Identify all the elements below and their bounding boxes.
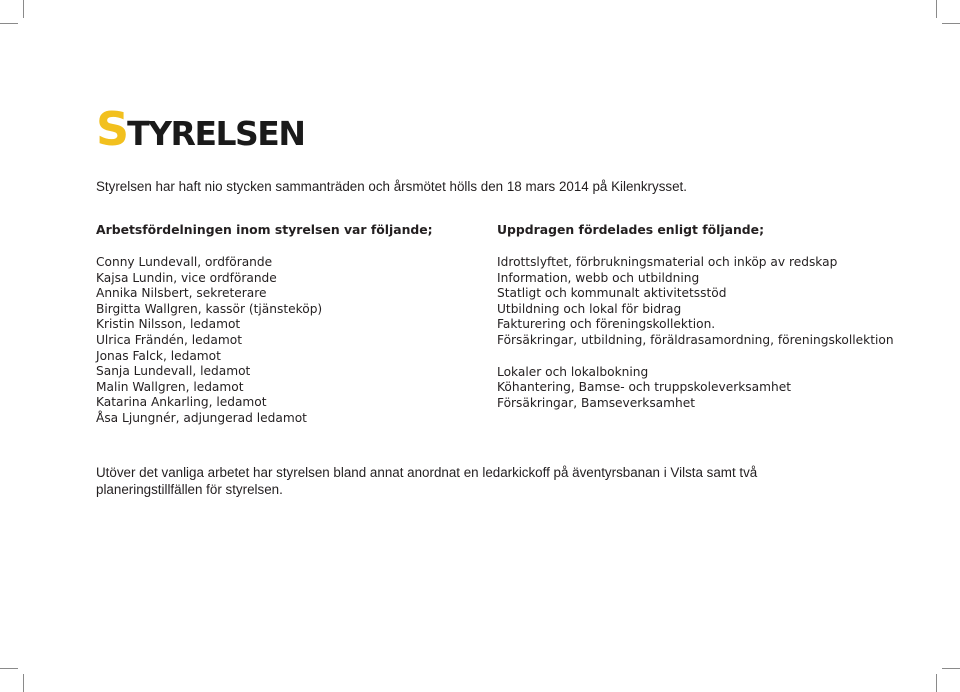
- title-initial: S: [96, 102, 128, 156]
- list-item: Birgitta Wallgren, kassör (tjänsteköp): [96, 301, 323, 316]
- list-item: Katarina Ankarling, ledamot: [96, 395, 267, 410]
- title-rest: TYRELSEN: [127, 114, 305, 153]
- page-title: [96, 102, 305, 157]
- list-item: Ulrica Frändén, ledamot: [96, 332, 242, 347]
- list-item: Statligt och kommunalt aktivitetsstöd: [497, 286, 727, 301]
- board-member-list: [96, 255, 433, 427]
- crop-mark-bottom-right: [936, 674, 937, 692]
- assignment-list-2: [497, 365, 894, 412]
- list-item: Information, webb och utbildning: [497, 270, 700, 285]
- list-item: Kajsa Lundin, vice ordförande: [96, 270, 277, 285]
- crop-mark-bottom-right: [942, 668, 960, 669]
- list-item: Sanja Lundevall, ledamot: [96, 364, 251, 379]
- assignments-heading: Uppdragen fördelades enligt följande;: [497, 222, 765, 237]
- list-item: Försäkringar, Bamseverksamhet: [497, 395, 696, 410]
- list-item: Försäkringar, utbildning, föräldrasamordning, föreningskollektion: [497, 332, 894, 347]
- outro-paragraph: Utöver det vanliga arbetet har styrelsen bland annat anordnat en ledarkickoff på äventyrsbanan i Vilsta samt två planeringstillfällen för styrelsen.: [96, 465, 758, 497]
- list-item: Idrottslyftet, förbrukningsmaterial och inköp av redskap: [497, 255, 838, 269]
- list-item: Malin Wallgren, ledamot: [96, 379, 244, 394]
- assignment-list-1: [497, 255, 894, 349]
- crop-mark-top-left: [23, 0, 24, 18]
- crop-mark-top-left: [0, 23, 18, 24]
- list-item: Jonas Falck, ledamot: [96, 348, 221, 363]
- list-item: Kristin Nilsson, ledamot: [96, 317, 241, 332]
- crop-mark-top-right: [936, 0, 937, 18]
- list-item: Conny Lundevall, ordförande: [96, 255, 273, 269]
- list-item: Utbildning och lokal för bidrag: [497, 301, 682, 316]
- list-item: Annika Nilsbert, sekreterare: [96, 286, 267, 301]
- list-item: Lokaler och lokalbokning: [497, 364, 649, 379]
- assignments-section: [497, 221, 894, 411]
- list-item: Åsa Ljungnér, adjungerad ledamot: [96, 410, 307, 425]
- crop-mark-bottom-left: [23, 674, 24, 692]
- list-item: Köhantering, Bamse- och truppskoleverksamhet: [497, 380, 791, 395]
- crop-mark-bottom-left: [0, 668, 18, 669]
- board-heading: Arbetsfördelningen inom styrelsen var följande;: [96, 222, 433, 237]
- intro-paragraph: Styrelsen har haft nio stycken sammanträden och årsmötet hölls den 18 mars 2014 på Kilenkrysset.: [96, 179, 687, 194]
- list-item: Fakturering och föreningskollektion.: [497, 317, 716, 332]
- board-section: [96, 221, 433, 427]
- crop-mark-top-right: [942, 23, 960, 24]
